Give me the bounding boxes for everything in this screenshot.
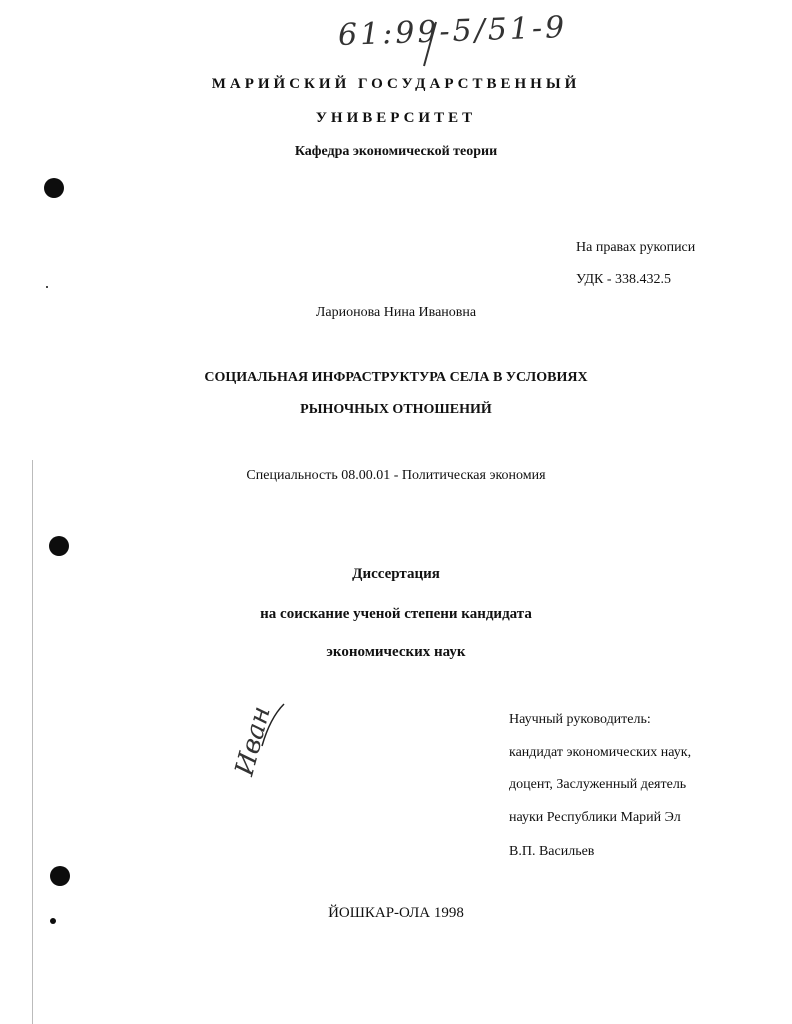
scan-speck bbox=[50, 918, 56, 924]
handwritten-slash-mark bbox=[420, 20, 440, 70]
binding-hole-bottom bbox=[50, 866, 70, 886]
binding-hole-middle bbox=[49, 536, 69, 556]
advisor-title: доцент, Заслуженный деятель bbox=[509, 777, 687, 792]
binding-hole-top bbox=[44, 178, 64, 198]
dissertation-field-line: экономических наук bbox=[326, 644, 466, 660]
city-year: ЙОШКАР-ОЛА 1998 bbox=[328, 905, 464, 921]
scan-speck bbox=[46, 286, 48, 288]
dissertation-degree-line: на соискание ученой степени кандидата bbox=[260, 606, 532, 622]
advisor-name: В.П. Васильев bbox=[509, 844, 595, 859]
scan-edge-line bbox=[32, 460, 33, 1024]
advisor-degree: кандидат экономических наук, bbox=[509, 745, 692, 760]
university-name-line2: УНИВЕРСИТЕТ bbox=[315, 110, 477, 126]
manuscript-rights-note: На правах рукописи bbox=[576, 240, 696, 255]
signature-stroke bbox=[258, 702, 288, 752]
dissertation-heading: Диссертация bbox=[352, 566, 440, 582]
specialty: Специальность 08.00.01 - Политическая экономия bbox=[246, 468, 546, 483]
thesis-title-line1: СОЦИАЛЬНАЯ ИНФРАСТРУКТУРА СЕЛА В УСЛОВИЯХ bbox=[204, 370, 588, 385]
advisor-title-cont: науки Республики Марий Эл bbox=[509, 810, 681, 825]
udc-code: УДК - 338.432.5 bbox=[576, 272, 672, 287]
thesis-title-line2: РЫНОЧНЫХ ОТНОШЕНИЙ bbox=[300, 402, 492, 417]
author-name: Ларионова Нина Ивановна bbox=[315, 305, 477, 320]
signature: Иван bbox=[229, 703, 277, 779]
university-name-line1: МАРИЙСКИЙ ГОСУДАРСТВЕННЫЙ bbox=[211, 76, 581, 92]
department-name: Кафедра экономической теории bbox=[294, 144, 498, 159]
handwritten-archive-number: 61:99-5/51-9 bbox=[337, 10, 568, 53]
advisor-label: Научный руководитель: bbox=[509, 712, 651, 727]
